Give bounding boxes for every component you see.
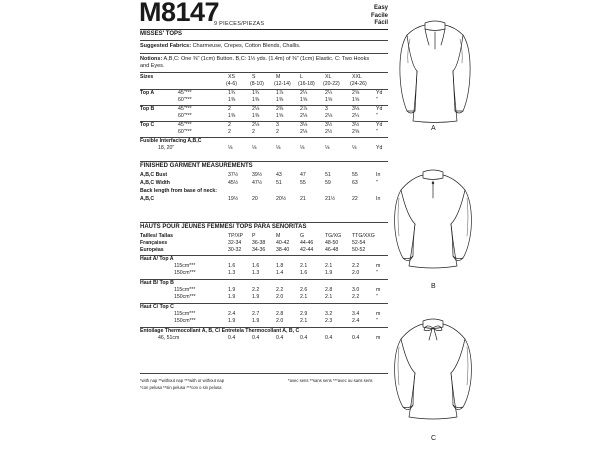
yardage-value: 2¼ [300, 90, 308, 96]
finished-row [140, 172, 388, 179]
yardage-chart [140, 0, 388, 450]
unit: " [376, 97, 378, 103]
interfacing-value: 0.4 [300, 335, 308, 341]
measurement-value: 55 [300, 180, 306, 186]
yardage-value: 2⅛ [325, 113, 333, 119]
unit: m [376, 287, 381, 293]
unit: " [376, 294, 378, 300]
yardage-value: 3½ [325, 122, 333, 128]
fr-interfacing-title-row [140, 328, 388, 335]
fabric-width: 150cm*** [174, 318, 196, 324]
interfacing-label: Entoilage Thermocollant A, B, C/ Entretela Thermocollant A, B, C [140, 328, 300, 334]
notions [140, 56, 369, 62]
interfacing-title-row [140, 138, 388, 145]
yardage-value: 2.7 [252, 311, 260, 317]
back-length-label: Back length from base of neck: [140, 188, 217, 194]
view-b-illustration [383, 158, 483, 273]
yardage-value: 1.9 [228, 294, 236, 300]
yardage-value: 1⅜ [228, 97, 236, 103]
unit: m [376, 263, 381, 269]
yardage-value: 2.3 [325, 318, 333, 324]
fr-view-label-row [140, 280, 388, 287]
difficulty-easy: Easy [373, 5, 388, 11]
size-range: 42-44 [300, 247, 314, 253]
interfacing-value: 0.4 [352, 335, 360, 341]
footnote-spanish: *con pelusa **sin pelusa ***con o sin pelusa [140, 385, 222, 390]
interfacing-value: 0.4 [276, 335, 284, 341]
size-range: 48-50 [325, 240, 339, 246]
yardage-value: 3.4 [352, 311, 360, 317]
yardage-value: 2.4 [352, 318, 360, 324]
yardage-value: 1⅝ [325, 97, 333, 103]
fr-yardage-row [140, 294, 388, 301]
measurement-label: A,B,C [140, 196, 155, 202]
size-col-header: TG/XG [325, 233, 342, 239]
measurement-value: 21½ [325, 196, 336, 202]
view-c-illustration [383, 305, 483, 430]
yardage-value: 1.4 [276, 270, 284, 276]
yardage-value: 1⅝ [276, 113, 284, 119]
divider [140, 40, 388, 41]
measurement-value: 47½ [252, 180, 263, 186]
yardage-value: 1.3 [228, 270, 236, 276]
divider [140, 53, 388, 54]
measurement-value: 20½ [276, 196, 287, 202]
yardage-row [140, 97, 388, 104]
yardage-value: 2.2 [252, 287, 260, 293]
fr-view-label-row [140, 304, 388, 311]
yardage-value: 1⅜ [228, 113, 236, 119]
view-c-label: C [431, 435, 437, 442]
yardage-value: 3.2 [325, 311, 333, 317]
size-range: 32-34 [228, 240, 242, 246]
fr-yardage-row [140, 287, 388, 294]
measurement-value: 20 [252, 196, 258, 202]
yardage-value: 1.9 [325, 270, 333, 276]
interfacing-row [140, 145, 388, 152]
interfacing-value: ⅛ [228, 145, 233, 151]
view-label: Haut A/ Top A [140, 256, 174, 262]
size-range: 50-52 [352, 247, 366, 253]
yardage-value: 3 [325, 106, 328, 112]
unit: Yd [376, 122, 383, 128]
yardage-value: 3.0 [352, 287, 360, 293]
yardage-value: 1.9 [228, 318, 236, 324]
measurement-value: 39½ [252, 172, 263, 178]
yardage-value: 2⅛ [252, 106, 260, 112]
yardage-value: 2⅝ [352, 129, 360, 135]
measurement-value: 43 [276, 172, 282, 178]
europeas-label: Européas [140, 247, 164, 253]
yardage-value: 2½ [325, 129, 333, 135]
measurement-value: 45½ [228, 180, 239, 186]
yardage-row [140, 122, 388, 129]
unit: " [376, 318, 378, 324]
interfacing-value: 0.4 [252, 335, 260, 341]
unit: In [376, 172, 381, 178]
size-range: 34-36 [252, 247, 266, 253]
size-range: 46-48 [325, 247, 339, 253]
fabrics-text: Charmeuse, Crepes, Cotton Blends, Challis. [192, 43, 301, 49]
yardage-value: 2¼ [352, 113, 360, 119]
fabric-width: 150cm*** [174, 270, 196, 276]
francaises-label: Françaises [140, 240, 168, 246]
size-range: 38-40 [276, 247, 290, 253]
difficulty-facil: Fácil [374, 20, 388, 26]
sizes-label: Sizes [140, 74, 154, 80]
unit: Yd [376, 145, 383, 151]
footnote-french: *avec sens **sans sens ***avec ou sans sens [288, 378, 373, 383]
view-label: Top A [140, 90, 155, 96]
yardage-value: 1.6 [252, 263, 260, 269]
section-title: MISSES' TOPS [140, 31, 182, 37]
unit: m [376, 335, 381, 341]
measurement-value: 55 [352, 172, 358, 178]
measurement-value: 63 [352, 180, 358, 186]
yardage-value: 2.9 [300, 311, 308, 317]
measurement-label: A,B,C Bust [140, 172, 168, 178]
measurement-value: 51 [325, 172, 331, 178]
yardage-value: 2⅛ [300, 129, 308, 135]
french-title: HAUTS POUR JEUNES FEMMES/ TOPS PARA SEÑORITAS [140, 224, 307, 230]
yardage-value: 2.2 [276, 287, 284, 293]
yardage-value: 2.2 [352, 263, 360, 269]
yardage-value: 1.8 [276, 263, 284, 269]
yardage-value: 2.0 [276, 318, 284, 324]
size-col-header: XXL [352, 74, 362, 80]
yardage-value: 2⅛ [252, 122, 260, 128]
yardage-value: 1.9 [252, 318, 260, 324]
size-col-header: TTG/XXG [352, 233, 375, 239]
fr-yardage-row [140, 311, 388, 318]
difficulty-facile: Facile [370, 12, 388, 19]
yardage-row [140, 90, 388, 97]
size-col-header: P [252, 233, 256, 239]
size-range: 52-54 [352, 240, 366, 246]
back-length-title-row [140, 188, 388, 195]
yardage-value: 1⅝ [300, 97, 308, 103]
measurement-value: 19½ [228, 196, 239, 202]
yardage-value: 1.9 [228, 287, 236, 293]
yardage-value: 2⅜ [276, 106, 284, 112]
size-range: (20-22) [323, 81, 340, 87]
fabrics-label: Suggested Fabrics: [140, 43, 192, 49]
yardage-value: 2.1 [300, 294, 308, 300]
interfacing-value: ⅛ [252, 145, 257, 151]
interfacing-value: 0.4 [228, 335, 236, 341]
notions-label: Notions: [140, 56, 163, 62]
piece-count: 9 PIECES/PIEZAS [214, 21, 265, 27]
divider [140, 373, 388, 374]
divider [140, 161, 388, 162]
measurement-value: 47 [300, 172, 306, 178]
unit: In [376, 196, 381, 202]
unit: " [376, 180, 378, 186]
size-col-header: L [300, 74, 303, 80]
view-label: Haut B/ Top B [140, 280, 174, 286]
yardage-value: 2.4 [228, 311, 236, 317]
yardage-value: 2⅞ [300, 106, 308, 112]
fr-view-label-row [140, 256, 388, 263]
yardage-value: 3⅛ [300, 122, 308, 128]
yardage-value: 2.1 [300, 318, 308, 324]
yardage-value: 2.2 [352, 294, 360, 300]
yardage-value: 2 [228, 122, 231, 128]
size-col-header: TP/XP [228, 233, 243, 239]
size-range: 36-38 [252, 240, 266, 246]
interfacing-width: 46, 51cm [158, 335, 180, 341]
yardage-value: 1¾ [252, 90, 260, 96]
yardage-row [140, 113, 388, 120]
unit: Yd [376, 90, 383, 96]
interfacing-width: 18, 20" [158, 145, 175, 151]
size-col-header: M [276, 74, 281, 80]
measurement-value: 21 [300, 196, 306, 202]
fr-yardage-row [140, 318, 388, 325]
yardage-row [140, 129, 388, 136]
yardage-value: 2 [228, 129, 231, 135]
view-a-illustration [385, 5, 485, 125]
fabric-width: 60"*** [178, 97, 192, 103]
divider [140, 29, 388, 30]
footnote-english: *with nap **without nap ***with or without nap [140, 378, 225, 383]
notions-text-cont: and Eyes. [140, 63, 165, 69]
divider [140, 72, 388, 73]
fabric-width: 45"*** [178, 106, 192, 112]
yardage-value: 2.0 [276, 294, 284, 300]
yardage-value: 2⅝ [352, 90, 360, 96]
yardage-value: 1.9 [252, 294, 260, 300]
fabric-width: 60"*** [178, 129, 192, 135]
size-range: (16-18) [298, 81, 315, 87]
size-col-header: XS [228, 74, 235, 80]
yardage-value: 2.6 [300, 287, 308, 293]
finished-row [140, 180, 388, 187]
interfacing-value: ⅛ [300, 145, 305, 151]
yardage-value: 2.8 [325, 287, 333, 293]
size-range: 30-32 [228, 247, 242, 253]
yardage-value: 2 [276, 129, 279, 135]
size-col-header: XL [325, 74, 332, 80]
fr-sizes-row [140, 233, 388, 240]
sizes-row [140, 74, 388, 81]
europeas-row [140, 247, 388, 254]
interfacing-value: ⅛ [325, 145, 330, 151]
measurement-value: 59 [325, 180, 331, 186]
fabric-width: 115cm*** [174, 311, 196, 317]
interfacing-label: Fusible Interfacing A,B,C [140, 138, 202, 144]
yardage-value: 3 [276, 122, 279, 128]
yardage-value: 3½ [352, 122, 360, 128]
size-range-row [140, 81, 388, 88]
view-label: Haut C/ Top C [140, 304, 174, 310]
yardage-row [140, 106, 388, 113]
yardage-value: 2⅛ [300, 113, 308, 119]
yardage-value: 3⅛ [352, 106, 360, 112]
fabric-width: 60"*** [178, 113, 192, 119]
fabric-width: 45"*** [178, 90, 192, 96]
back-length-row [140, 196, 388, 203]
yardage-value: 2.8 [276, 311, 284, 317]
measurement-label: A,B,C Width [140, 180, 170, 186]
size-col-header: M [276, 233, 281, 239]
view-a-label: A [431, 125, 436, 132]
size-range: (8-10) [250, 81, 264, 87]
pattern-number: M8147 [139, 0, 220, 27]
yardage-value: 1⅞ [276, 90, 284, 96]
fabric-width: 150cm*** [174, 294, 196, 300]
yardage-value: 1.3 [252, 270, 260, 276]
unit: " [376, 270, 378, 276]
size-range: (4-6) [226, 81, 237, 87]
size-range: (24-26) [350, 81, 367, 87]
measurement-value: 37½ [228, 172, 239, 178]
yardage-value: 2 [228, 106, 231, 112]
size-col-header: G [300, 233, 305, 239]
measurement-value: 51 [276, 180, 282, 186]
suggested-fabrics [140, 43, 301, 49]
francaises-row [140, 240, 388, 247]
yardage-value: 2 [252, 129, 255, 135]
fr-yardage-row [140, 270, 388, 277]
yardage-value: 1⅜ [252, 97, 260, 103]
unit: " [376, 129, 378, 135]
measurement-value: 22 [352, 196, 358, 202]
yardage-value: 2.1 [325, 294, 333, 300]
yardage-value: 1⅜ [252, 113, 260, 119]
interfacing-value: ⅛ [276, 145, 281, 151]
unit: Yd [376, 106, 383, 112]
yardage-value: 2.1 [300, 263, 308, 269]
unit: m [376, 311, 381, 317]
french-yardage-table [140, 233, 388, 373]
size-range: 40-42 [276, 240, 290, 246]
size-range: (12-14) [274, 81, 291, 87]
yardage-value: 2.1 [325, 263, 333, 269]
size-range: 44-46 [300, 240, 314, 246]
fabric-width: 115cm*** [174, 287, 196, 293]
fabric-width: 115cm*** [174, 263, 196, 269]
yardage-value: 1⅜ [276, 97, 284, 103]
finished-measurements-table [140, 172, 388, 212]
yardage-value: 2.0 [352, 270, 360, 276]
yardage-value: 2¼ [325, 90, 333, 96]
interfacing-value: ⅛ [352, 145, 357, 151]
notions-text: A,B,C: One ⅜" (1cm) Button. B,C: 1½ yds. (1.4m) of ⅜" (1cm) Elastic. C: Two Hooks [163, 56, 370, 62]
yardage-value: 1¾ [228, 90, 236, 96]
size-col-header: S [252, 74, 256, 80]
fr-yardage-row [140, 263, 388, 270]
view-label: Top B [140, 106, 155, 112]
fr-interfacing-row [140, 335, 388, 342]
yardage-value: 1.6 [228, 263, 236, 269]
unit: " [376, 113, 378, 119]
interfacing-value: 0.4 [325, 335, 333, 341]
view-label: Top C [140, 122, 155, 128]
tailles-label: Tailles/ Tallas [140, 233, 173, 239]
finished-title: FINISHED GARMENT MEASUREMENTS [140, 163, 253, 169]
yardage-value: 1⅝ [352, 97, 360, 103]
yardage-value: 1.6 [300, 270, 308, 276]
view-b-label: B [431, 283, 436, 290]
fabric-width: 45"*** [178, 122, 192, 128]
divider [140, 222, 388, 223]
